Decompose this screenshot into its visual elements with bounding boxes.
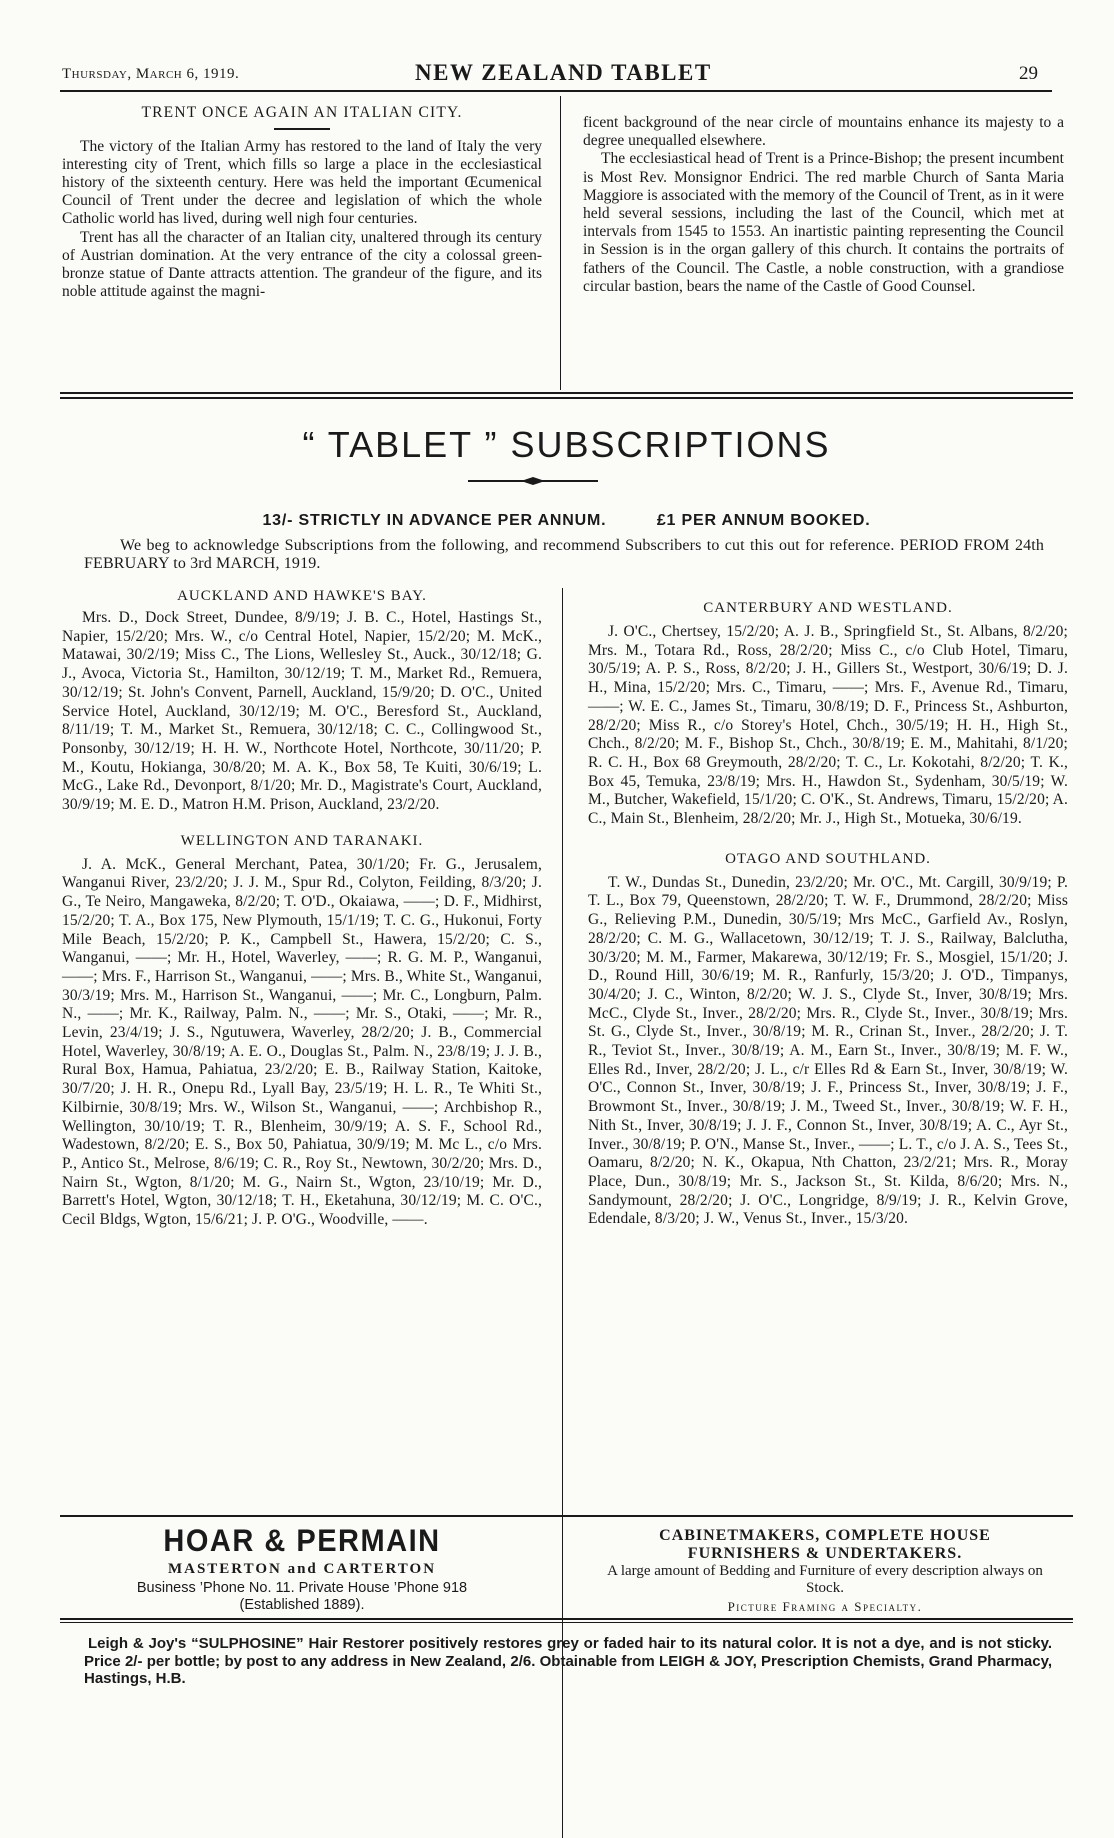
auckland-heading: AUCKLAND AND HAWKE'S BAY. [177,588,427,604]
title-ornament [468,476,598,486]
bottom-rule-2 [60,1622,1073,1623]
sulphosine-ad: Leigh & Joy's “SULPHOSINE” Hair Restorer positively restores grey or faded hair to its natural color. It is not a dye, and is not sticky. Price 2/- per bottle; by post to any address in New Zealand, 2/6. Obtainable from LEIGH & JOY, Prescription Chemists, Grand Pharmacy, Hastings, H.B. [84,1635,1052,1687]
section-rule-top-2 [60,397,1073,399]
cabinetmakers-body: A large amount of Bedding and Furniture of every description always on Stock. [607,1563,1043,1596]
ads-rule [60,1515,1073,1517]
issue-date: Thursday, March 6, 1919. [62,66,240,82]
trent-paragraph-2: Trent has all the character of an Italian city, unaltered through its century of Austrian domination. At the very entrance of the city a colossal green-bronze statue of Dante attracts attention. The grandeur of the figure, and its noble attitude against the magni- [62,228,542,301]
wellington-heading: WELLINGTON AND TARANAKI. [180,832,424,849]
hoar-permain-name: HOAR & PERMAIN [163,1523,441,1559]
auckland-list: Mrs. D., Dock Street, Dundee, 8/9/19; J. B. C., Hotel, Hastings St., Napier, 15/2/20; Mrs. W., c/o Central Hotel, Napier, 15/2/20; M. McK., Matawai, 30/2/19; Miss C., The Lions, Wellesley St., Auck., 30/12/18; G. J., Avoca, Victoria St., Hamilton, 30/12/19; T. M., Market Rd., Remuera, 30/12/19; St. John's Convent, Parnell, Auckland, 15/9/20; D. O'C., United Service Hotel, Auckland, 30/12/19; M. O'C., Beresford St., Auckland, 8/11/19; T. M., Market St., Remuera, 30/12/18; C. C., Collingwood St., Ponsonby, 30/12/19; H. H. W., Northcote Hotel, Northcote, 30/11/20; P. M., Koutu, Hokianga, 30/8/20; M. A. K., Box 58, Te Kuiti, 30/6/19; L. McG., Lake Rd., Devonport, 8/1/20; Mr. D., Magistrate's Court, Auckland, 30/9/19; M. E. D., Matron H.M. Prison, Auckland, 23/2/20. [62,609,542,814]
masthead [60,60,1050,90]
canterbury-list: J. O'C., Chertsey, 15/2/20; A. J. B., Springfield St., St. Albans, 8/2/20; Mrs. M., Totara Rd., Ross, 28/2/20; Miss C., c/o Club Hotel, Timaru, 30/5/19; A. P. S., Ross, 8/2/20; J. H., Gillers St., Westport, 30/6/19; D. J. H., Mina, 15/2/20; Mrs. C., Timaru, ——; Mrs. F., Avenue Rd., Timaru, ——; W. E. C., James St., Timaru, 30/8/19; D. F., Princess St., Ashburton, 28/2/20; Miss R., c/o Storey's Hotel, Chch., 30/5/19; H. H., High St., Chch., 8/2/20; M. F., Bishop St., Chch., 30/8/19; E. M., Mahitahi, 8/1/20; R. C. H., Box 68 Greymouth, 28/2/20; T. C., Lr. Kokotahi, 8/2/20; T. K., Box 45, Temuka, 23/8/19; Mrs. H., Hawdon St., Sydenham, 30/5/19; W. M., Butcher, Wakefield, 15/1/20; C. O'K., St. Andrews, Timaru, 15/2/20; A. C., Main St., Blenheim, 28/2/20; Mr. J., High St., Motueka, 30/6/19. [588,623,1068,828]
subscriptions-intro: We beg to acknowledge Subscriptions from the following, and recommend Subscribers to cut this out for reference. PERIOD FROM 24th FEBRUARY to 3rd MARCH, 1919. [84,537,1044,572]
hoar-permain-established: (Established 1889). [239,1597,365,1613]
newspaper-title: NEW ZEALAND TABLET [415,60,712,85]
ads-column-rule [562,1520,563,1608]
terms-booked: £1 PER ANNUM BOOKED. [656,512,871,529]
cabinetmakers-line-1: CABINETMAKERS, COMPLETE HOUSE [659,1527,991,1544]
hoar-permain-towns: MASTERTON and CARTERTON [167,1561,437,1577]
heading-dash [274,128,330,130]
masthead-rule [60,90,1052,92]
hoar-permain-ad [62,1525,542,1613]
trent-article-right [583,114,1064,296]
trent-paragraph-4: The ecclesiastical head of Trent is a Prince-Bishop; the present incumbent is Most Rev. Monsignor Endrici. The red marble Church of Santa Maria Maggiore is associated with the memory of the Council of Trent, as in it were held several sessions, including the last of the Council, which met at intervals from 1545 to 1553. An inartistic painting representing the Council in Session is in the organ gallery of this church. It contains the portraits of fathers of the Council. The Castle, a noble construction, with a grandiose circular bastion, bears the name of the Castle of Good Counsel. [583,150,1064,295]
subscriptions-title: “ TABLET ” SUBSCRIPTIONS [302,424,831,465]
trent-paragraph-3: ficent background of the near circle of mountains enhance its majesty to a degree unequalled elsewhere. [583,114,1064,150]
wellington-list: J. A. McK., General Merchant, Patea, 30/1/20; Fr. G., Jerusalem, Wanganui River, 23/2/20; J. J. M., Spur Rd., Colyton, Feilding, 8/3/20; J. G., Te Neiro, Mangaweka, 8/2/20; T. O'D., Okaiawa, ——; D. F., Midhirst, 15/2/20; T. A., Box 175, New Plymouth, 15/1/19; T. C. G., Hukonui, Forty Mile Beach, 15/2/20; P. K., Campbell St., Hawera, 15/2/20; C. S., Wanganui, ——; Mr. H., Hotel, Waverley, ——; R. G. M. P., Wanganui, ——; Mrs. F., Harrison St., Wanganui, ——; Mrs. B., White St., Wanganui, 30/3/19; Mrs. M., Harrison St., Wanganui, ——; Mr. C., Longburn, Palm. N., ——; Mr. K., Railway, Palm. N., ——; Mr. S., Otaki, ——; Mr. R., Levin, 23/4/19; J. S., Ngutuwera, Waverley, 28/2/20; J. B., Commercial Hotel, Waverley, 30/8/19; A. E. O., Douglas St., Palm. N., 23/8/19; J. J. B., Rural Box, Hamua, Pahiatua, 23/2/20; E. B., Railway Station, Kaitoke, 30/7/20; J. H. R., Onepu Rd., Lyall Bay, 23/5/19; H. L. R., Te Whiti St., Kilbirnie, 30/8/19; Mrs. W., Wilson St., Wanganui, ——; Archbishop R., Wellington, 30/10/19; T. R., Blenheim, 30/9/19; A. S. F., School Rd., Wadestown, 8/2/20; E. S., Box 50, Pahiatua, 30/9/19; M. Mc L., c/o Mrs. P., Antico St., Melrose, 8/6/19; C. R., Roy St., Newtown, 30/2/20; Mrs. D., Nairn St., Wgton, 8/1/20; M. G., Nairn St., Wgton, 23/10/19; Mr. D., Barrett's Hotel, Wgton, 30/12/18; T. H., Eketahuna, 30/12/19; M. C. O'C., Cecil Bldgs, Wgton, 15/6/21; J. P. O'G., Woodville, ——. [62,855,542,1229]
page-number: 29 [1019,63,1038,84]
otago-heading: OTAGO AND SOUTHLAND. [725,850,931,867]
cabinetmakers-ad [582,1527,1068,1615]
trent-column-rule [560,96,561,390]
trent-paragraph-1: The victory of the Italian Army has restored to the land of Italy the very interesting city of Trent, which fills so large a place in the ecclesiastical history of the sixteenth century. Here was held the important Œcumenical Council of Trent under the decree and legislation of which the whole Catholic world has lived, during well nigh four centuries. [62,137,542,228]
cabinetmakers-footer: Picture Framing a Specialty. [727,1599,923,1614]
trent-heading: TRENT ONCE AGAIN AN ITALIAN CITY. [141,104,463,121]
canterbury-heading: CANTERBURY AND WESTLAND. [703,600,953,616]
subs-column-left [62,588,542,1230]
hoar-permain-phones: Business ’Phone No. 11. Private House ’Phone 918 [136,1580,468,1596]
section-rule-top [60,392,1073,394]
cabinetmakers-line-2: FURNISHERS & UNDERTAKERS. [687,1545,963,1562]
terms-advance: 13/- STRICTLY IN ADVANCE PER ANNUM. [262,512,607,529]
trent-article-left [62,104,542,301]
bottom-rule-1 [60,1618,1073,1620]
subscription-terms [60,512,1073,530]
otago-list: T. W., Dundas St., Dunedin, 23/2/20; Mr. O'C., Mt. Cargill, 30/9/19; P. T. L., Box 79, Queenstown, 28/2/20; T. W. F., Drummond, 28/2/20; Miss G., Relieving P.M., Dunedin, 30/5/19; Mrs McC., Garfield Av., Roslyn, 28/2/20; C. M. G., Wallacetown, 30/12/19; T. J. S., Railway, Balclutha, 30/3/20; M. M., Farmer, Makarewa, 30/12/19; Fr. S., Mosgiel, 15/1/20; J. D., Round Hill, 30/6/19; M. R., Ranfurly, 15/3/20; J. O'D., Timpanys, 30/4/20; J. C., Winton, 8/2/20; W. J. S., Clyde St., Inver, 30/8/19; Mrs. McC., Clyde St., Inver., 28/2/20; Mrs. R., Clyde St., Inver., 30/8/19; Mrs. St. G., Clyde St., Inver., 30/8/19; M. R., Crinan St., Inver., 28/2/20; J. T. R., Teviot St., Inver., 30/8/19; A. M., Earn St., Inver., 30/8/19; M. F. W., Elles Rd., Inver, 28/2/20; J. L., c/r Elles Rd & Earn St., Inver, 30/8/19; W. O'C., Connon St., Inver, 30/8/19; J. F., Princess St., Inver, 30/8/19; J. F., Browmont St., Inver., 30/8/19; J. M., Tweed St., Inver., 30/8/19; W. F. H., Nith St., Inver, 30/8/19; J. J. F., Connon St., Inver, 30/8/19; A. C., Ayr St., Inver., 30/8/19; P. O'N., Manse St., Inver., ——; L. T., c/o J. A. S., Tees St., Oamaru, 8/2/20; N. K., Okapua, Nth Chatton, 23/2/21; Mrs. R., Moray Place, Dun., 30/8/19; Mr. S., Jackson St., St. Kilda, 8/6/20; Mrs. N., Sandymount, 28/2/20; J. O'C., Longridge, 8/9/19; J. R., Kelvin Grove, Edendale, 8/3/20; J. W., Venus St., Inver., 15/3/20. [588,873,1068,1228]
subs-column-right [588,600,1068,1229]
